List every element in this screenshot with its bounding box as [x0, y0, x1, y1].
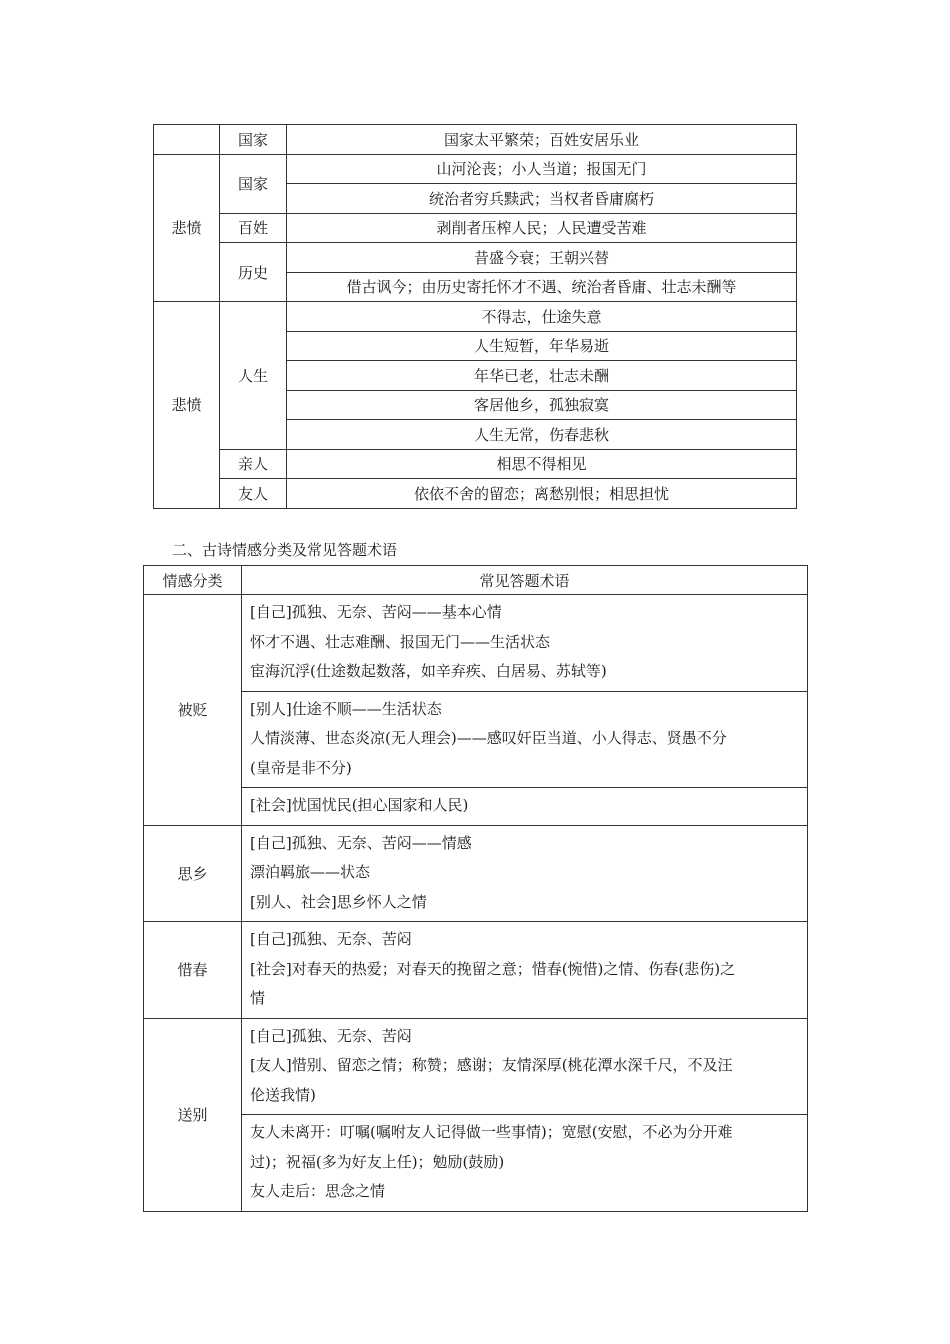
category: 思乡: [144, 825, 242, 922]
term-line: 人情淡薄、世态炎凉(无人理会)——感叹奸臣当道、小人得志、贤愚不分: [250, 729, 727, 747]
term-line: [自己]孤独、无奈、苦闷——基本心情: [250, 603, 502, 621]
description: 剥削者压榨人民；人民遭受苦难: [287, 213, 797, 243]
term-line: 伦送我情): [250, 1085, 316, 1104]
category: 悲愤: [154, 154, 220, 302]
description: 年华已老，壮志未酬: [287, 361, 797, 391]
term-line: 怀才不遇、壮志难酬、报国无门——生活状态: [250, 632, 551, 651]
term-line: 漂泊羁旅——状态: [250, 863, 371, 881]
category: 惜春: [144, 922, 242, 1019]
term-line: 友人未离开：叮嘱(嘱咐友人记得做一些事情)；宽慰(安慰，不必为分开难: [250, 1123, 733, 1141]
terms-cell: [242, 788, 808, 826]
term-line: [别人、社会]思乡怀人之情: [250, 892, 427, 911]
sub-category: 国家: [220, 154, 287, 213]
term-line: 情: [250, 989, 266, 1007]
sub-category: 友人: [220, 479, 287, 509]
sub-category: 国家: [220, 125, 287, 155]
category: 被贬: [144, 595, 242, 826]
term-line: [自己]孤独、无奈、苦闷——情感: [250, 833, 472, 852]
category: 悲愤: [154, 302, 220, 509]
sub-category: 百姓: [220, 213, 287, 243]
emotion-terms-table: [143, 565, 808, 1212]
term-line: [自己]孤独、无奈、苦闷: [250, 930, 412, 948]
sub-category: 亲人: [220, 449, 287, 479]
description: 国家太平繁荣；百姓安居乐业: [287, 125, 797, 155]
terms-cell: [242, 825, 808, 922]
term-line: [社会]对春天的热爱；对春天的挽留之意；惜春(惋惜)之情、伤春(悲伤)之: [250, 959, 736, 978]
header-category: 情感分类: [144, 566, 242, 595]
description: 不得志，仕途失意: [287, 302, 797, 332]
term-line: 过)；祝福(多为好友上任)；勉励(鼓励): [250, 1152, 505, 1171]
sub-category: 人生: [220, 302, 287, 450]
term-line: [别人]仕途不顺——生活状态: [250, 699, 442, 718]
section-heading: 二、古诗情感分类及常见答题术语: [172, 541, 398, 559]
emotion-table-1: [153, 124, 797, 509]
term-line: [社会]忧国忧民(担心国家和人民): [250, 796, 469, 814]
terms-cell: [242, 595, 808, 692]
term-line: [自己]孤独、无奈、苦闷: [250, 1026, 412, 1045]
terms-cell: [242, 1115, 808, 1212]
description: 相思不得相见: [287, 449, 797, 479]
terms-cell: [242, 922, 808, 1019]
description: 依依不舍的留恋；离愁别恨；相思担忧: [287, 479, 797, 509]
description: 山河沦丧；小人当道；报国无门: [287, 154, 797, 184]
term-line: (皇帝是非不分): [250, 758, 352, 777]
description: 统治者穷兵黩武；当权者昏庸腐朽: [287, 184, 797, 214]
description: 借古讽今；由历史寄托怀才不遇、统治者昏庸、壮志未酬等: [287, 272, 797, 302]
description: 昔盛今衰；王朝兴替: [287, 243, 797, 273]
terms-cell: [242, 691, 808, 788]
term-line: 友人走后：思念之情: [250, 1182, 386, 1200]
term-line: 宦海沉浮(仕途数起数落，如辛弃疾、白居易、苏轼等): [250, 662, 607, 680]
description: 人生无常，伤春悲秋: [287, 420, 797, 450]
sub-category: 历史: [220, 243, 287, 302]
header-terms: 常见答题术语: [242, 566, 808, 595]
terms-cell: [242, 1018, 808, 1115]
term-line: [友人]惜别、留恋之情；称赞；感谢；友情深厚(桃花潭水深千尺，不及汪: [250, 1056, 733, 1074]
empty-cell: [154, 125, 220, 155]
description: 人生短暂，年华易逝: [287, 331, 797, 361]
category: 送别: [144, 1018, 242, 1211]
description: 客居他乡，孤独寂寞: [287, 390, 797, 420]
